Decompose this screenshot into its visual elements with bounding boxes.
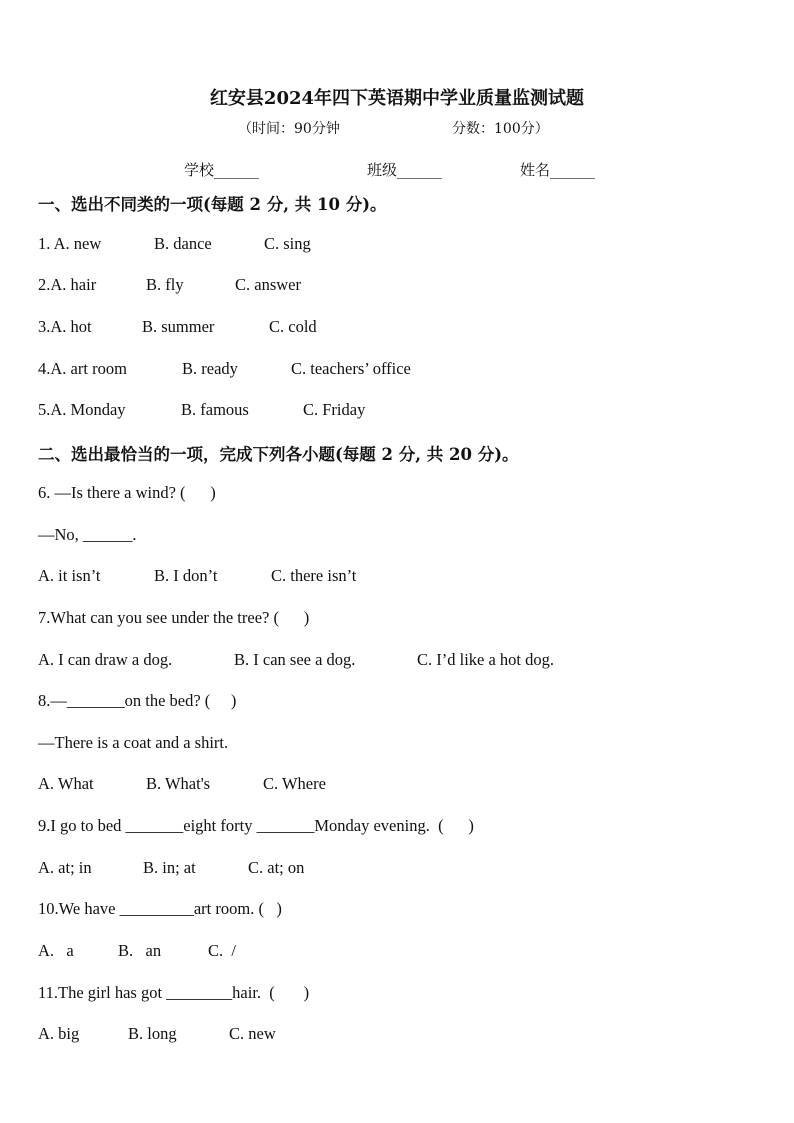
question-11-option-c: C. new — [229, 1024, 276, 1043]
question-5-stem: 5.A. Monday — [38, 400, 126, 419]
question-5-option-b: B. famous — [181, 400, 249, 419]
name-field: 姓名______ — [520, 161, 596, 179]
question-8-option-c: C. Where — [263, 774, 326, 793]
question-1-option-b: B. dance — [154, 234, 212, 253]
question-1-option-c: C. sing — [264, 234, 311, 253]
student-info-line — [0, 159, 794, 181]
question-4-option-c: C. teachers’ office — [291, 359, 411, 378]
question-9-text: 9.I go to bed _______eight forty _______Monday evening. ( ) — [38, 816, 474, 835]
question-9-option-c: C. at; on — [248, 858, 305, 877]
class-field: 班级______ — [367, 161, 443, 179]
question-6-answer-text: —No, ______. — [38, 525, 137, 544]
question-3-stem: 3.A. hot — [38, 317, 92, 336]
question-9-option-a: A. at; in — [38, 858, 92, 877]
question-9-option-b: B. in; at — [143, 858, 196, 877]
question-7-option-b: B. I can see a dog. — [234, 650, 356, 669]
question-10-option-c: C. / — [208, 941, 236, 960]
exam-score: 分数：100分） — [452, 121, 549, 137]
exam-subtitle — [0, 118, 794, 138]
question-11-text: 11.The girl has got ________hair. ( ) — [38, 983, 310, 1002]
question-11-option-b: B. long — [128, 1024, 177, 1043]
question-4-option-b: B. ready — [182, 359, 238, 378]
question-8-text: 8.—_______on the bed? ( ) — [38, 691, 237, 710]
question-8-option-b: B. What's — [146, 774, 211, 793]
question-4-stem: 4.A. art room — [38, 359, 127, 378]
question-10-option-a: A. a — [38, 941, 74, 960]
question-7-option-c: C. I’d like a hot dog. — [417, 650, 555, 669]
school-field: 学校______ — [184, 161, 260, 179]
question-6-option-b: B. I don’t — [154, 566, 218, 585]
section-2-heading: 二、选出最恰当的一项，完成下列各小题(每题 2 分, 共 20 分)。 — [38, 445, 519, 464]
question-1-stem: 1. A. new — [38, 234, 102, 253]
section-1-heading: 一、选出不同类的一项(每题 2 分, 共 10 分)。 — [38, 195, 387, 214]
question-10-text: 10.We have _________art room. ( ) — [38, 899, 282, 918]
question-7-text: 7.What can you see under the tree? ( ) — [38, 608, 310, 627]
question-6-text: 6. —Is there a wind? ( ) — [38, 483, 216, 502]
question-6-option-a: A. it isn’t — [38, 566, 101, 585]
question-8-answer-text: —There is a coat and a shirt. — [38, 733, 229, 752]
question-2-option-b: B. fly — [146, 275, 184, 294]
question-2-stem: 2.A. hair — [38, 275, 97, 294]
question-7-option-a: A. I can draw a dog. — [38, 650, 173, 669]
question-6-option-c: C. there isn’t — [271, 566, 357, 585]
question-3-option-b: B. summer — [142, 317, 215, 336]
exam-time: （时间：90分钟 — [238, 121, 340, 137]
question-11-option-a: A. big — [38, 1024, 80, 1043]
question-10-option-b: B. an — [118, 941, 162, 960]
question-3-option-c: C. cold — [269, 317, 317, 336]
exam-title: 红安县2024年四下英语期中学业质量监测试题 — [209, 88, 585, 109]
question-2-option-c: C. answer — [235, 275, 301, 294]
question-8-option-a: A. What — [38, 774, 94, 793]
question-5-option-c: C. Friday — [303, 400, 366, 419]
